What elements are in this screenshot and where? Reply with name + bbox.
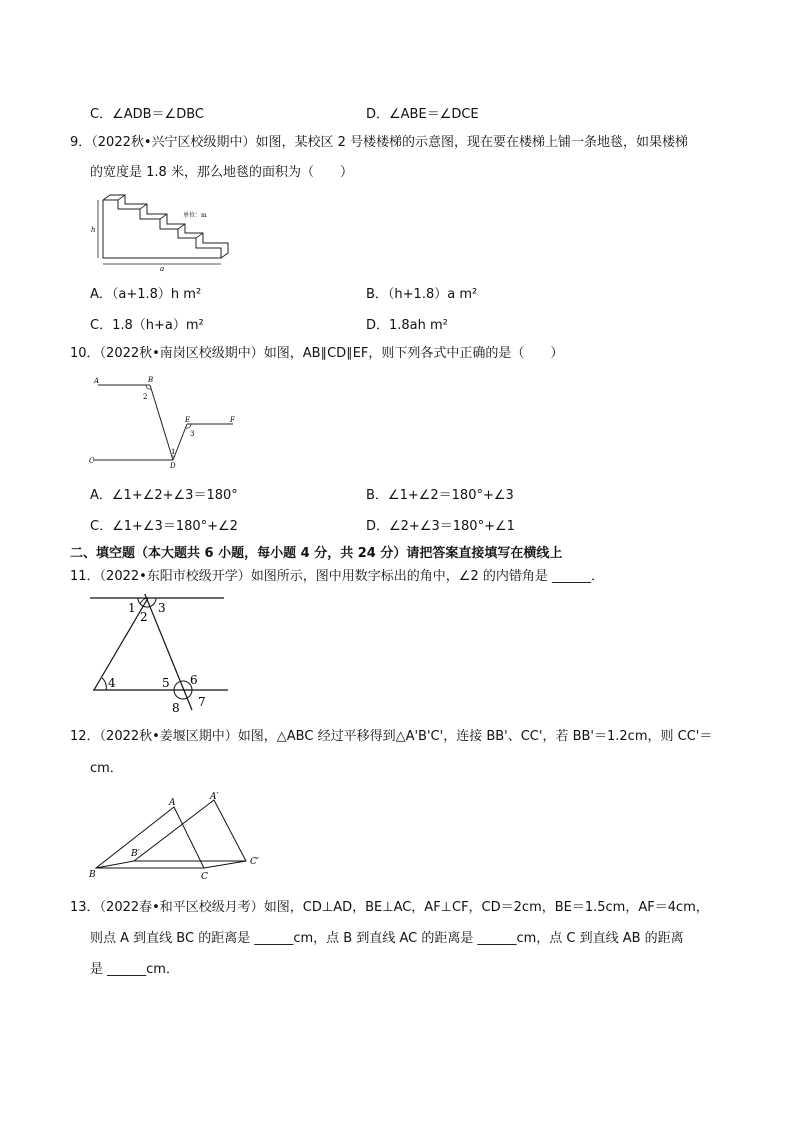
q10-parallel-lines-figure xyxy=(88,372,248,472)
q12-fig-A1: A′ xyxy=(210,792,219,802)
q9-option-c: C．1.8（h+a）m² xyxy=(90,318,204,333)
q10-option-b: B．∠1+∠2＝180°+∠3 xyxy=(366,488,514,503)
q12-stem-line1: 12．（2022秋•姜堰区期中）如图，△ABC 经过平移得到△A'B'C'，连接 BB'、CC'，若 BB'＝1.2cm，则 CC'＝ xyxy=(70,729,713,744)
q10-fig-C: C xyxy=(89,457,95,465)
q9-stem-line1: 9．（2022秋•兴宁区校级期中）如图，某校区 2 号楼楼梯的示意图，现在要在楼梯上铺一条地毯，如果楼梯 xyxy=(70,135,689,150)
q11-fig-7: 7 xyxy=(198,695,206,709)
q12-fig-B1: B′ xyxy=(131,849,140,859)
q12-fig-A: A xyxy=(169,798,176,808)
q12-stem-line2: cm． xyxy=(90,761,123,776)
q11-angle-figure xyxy=(88,594,233,716)
q10-option-a: A．∠1+∠2+∠3＝180° xyxy=(90,488,238,503)
q10-fig-E: E xyxy=(185,416,191,424)
q10-option-c: C．∠1+∠3＝180°+∠2 xyxy=(90,519,238,534)
q10-fig-F: F xyxy=(230,416,235,424)
q10-fig-A: A xyxy=(94,377,100,385)
q10-fig-3: 3 xyxy=(190,430,195,438)
q12-translation-figure xyxy=(86,790,276,882)
q11-fig-1: 1 xyxy=(128,601,136,615)
q11-fig-8: 8 xyxy=(172,701,180,715)
q11-fig-5: 5 xyxy=(162,676,170,690)
q9-fig-a: a xyxy=(160,265,165,272)
q8-option-d: D．∠ABE＝∠DCE xyxy=(366,107,479,122)
q10-stem: 10．（2022秋•南岗区校级期中）如图，AB∥CD∥EF，则下列各式中正确的是（ ） xyxy=(70,346,564,361)
q12-fig-C1: C′ xyxy=(250,857,259,867)
q9-option-b: B．（h+1.8）a m² xyxy=(366,287,478,302)
q12-fig-C: C xyxy=(201,872,208,882)
q10-fig-2: 2 xyxy=(143,393,148,401)
q9-fig-unit: 单位：m xyxy=(183,212,207,219)
q11-stem: 11．（2022•东阳市校级开学）如图所示，图中用数字标出的角中，∠2 的内错角是 ______． xyxy=(70,569,604,584)
section-fill-in-heading: 二、填空题（本大题共 6 小题，每小题 4 分，共 24 分）请把答案直接填写在横线上 xyxy=(70,546,563,561)
q11-fig-2: 2 xyxy=(140,610,148,624)
q10-option-d: D．∠2+∠3＝180°+∠1 xyxy=(366,519,515,534)
q13-stem-line1: 13．（2022春•和平区校级月考）如图，CD⊥AD，BE⊥AC，AF⊥CF，CD＝2cm，BE＝1.5cm，AF＝4cm， xyxy=(70,900,709,915)
q13-stem-line2: 则点 A 到直线 BC 的距离是 ______cm，点 B 到直线 AC 的距离是 ______cm，点 C 到直线 AB 的距离 xyxy=(90,931,684,946)
q11-fig-3: 3 xyxy=(158,601,166,615)
q11-fig-6: 6 xyxy=(190,673,198,687)
q9-option-a: A．（a+1.8）h m² xyxy=(90,287,202,302)
q11-fig-4: 4 xyxy=(108,676,116,690)
q10-fig-B: B xyxy=(148,376,154,384)
q9-stem-line2: 的宽度是 1.8 米，那么地毯的面积为（ ） xyxy=(90,165,353,180)
q10-fig-D: D xyxy=(170,462,176,470)
q9-option-d: D．1.8ah m² xyxy=(366,318,448,333)
q9-stairs-figure xyxy=(88,192,238,272)
q9-fig-h: h xyxy=(91,226,96,234)
q13-stem-line3: 是 ______cm． xyxy=(90,962,179,977)
q8-option-c: C．∠ADB＝∠DBC xyxy=(90,107,204,122)
q10-fig-1: 1 xyxy=(171,448,176,456)
q12-fig-B: B xyxy=(89,870,96,880)
